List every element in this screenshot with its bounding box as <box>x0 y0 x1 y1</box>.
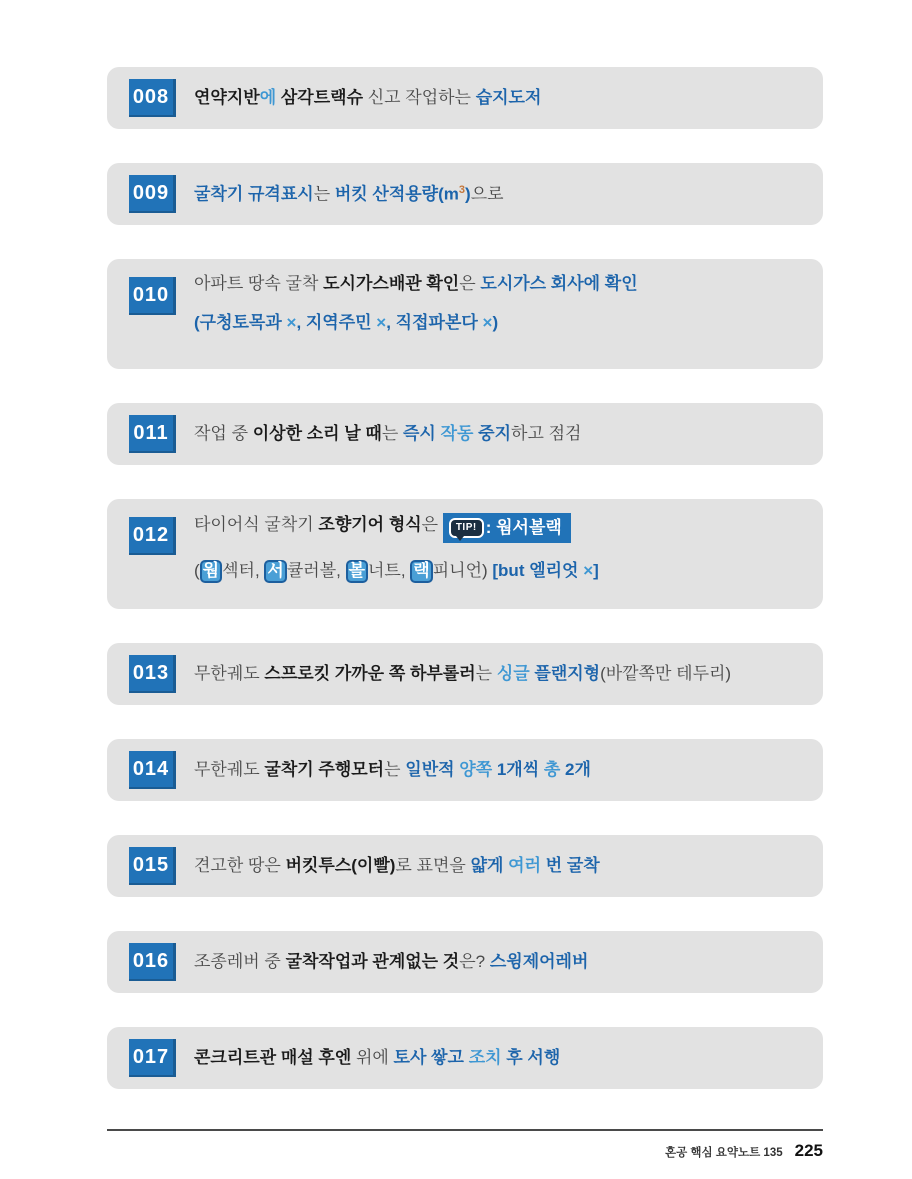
text-segment: 플랜지형 <box>534 663 601 683</box>
text-segment: 굴착기 규격표시 <box>194 184 314 204</box>
page-footer <box>107 1129 823 1161</box>
item-text <box>194 1047 560 1069</box>
text-segment: 습지도저 <box>475 87 542 107</box>
text-segment: 견고한 땅은 <box>194 855 286 875</box>
text-segment: 스프로킷 가까운 쪽 하부롤러 <box>264 663 476 683</box>
text-segment: 는 <box>475 663 497 683</box>
text-segment: 중지 <box>478 423 512 443</box>
text-segment: 토사 쌓고 <box>393 1047 469 1067</box>
item-number-badge: 010 <box>129 277 176 315</box>
item-text-line <box>194 560 599 583</box>
item-text-line <box>194 759 591 781</box>
note-card-015 <box>107 835 823 897</box>
item-number-badge: 011 <box>129 415 176 453</box>
text-segment: 은 <box>421 515 443 535</box>
page-number: 225 <box>794 1141 823 1160</box>
text-segment: 무한궤도 <box>194 759 265 779</box>
tip-text: : 웜서볼랙 <box>485 518 562 537</box>
text-segment: 굴착작업과 관계없는 것 <box>285 951 460 971</box>
text-segment: 이상한 소리 날 때 <box>252 423 382 443</box>
text-segment: 총 <box>543 759 566 779</box>
item-number-badge: 014 <box>129 751 176 789</box>
text-segment: 연약지반 <box>194 87 260 107</box>
text-segment: 으로 <box>470 184 504 204</box>
text-segment: 타이어식 굴착기 <box>194 515 319 535</box>
text-segment: 삼각트랙슈 <box>280 87 363 107</box>
text-segment: 는 <box>381 423 403 443</box>
text-segment: 조향기어 형식 <box>318 515 422 535</box>
text-segment: × <box>376 313 387 333</box>
item-number-badge: 015 <box>129 847 176 885</box>
item-text-line <box>194 312 638 334</box>
item-text-line <box>194 1047 560 1069</box>
item-text-line <box>194 951 588 973</box>
notes-page <box>107 67 823 1161</box>
text-segment: 작동 <box>440 423 479 443</box>
text-segment: 는 <box>384 759 406 779</box>
text-segment: 일반적 <box>405 759 460 779</box>
note-card-009 <box>107 163 823 225</box>
note-card-016 <box>107 931 823 993</box>
text-segment: , 직접파본다 <box>386 313 483 333</box>
text-segment: 도시가스 회사에 확인 <box>480 274 638 293</box>
item-number-badge: 017 <box>129 1039 176 1077</box>
text-segment: 얇게 <box>470 855 509 875</box>
item-text-line <box>194 87 541 109</box>
text-segment: 즉시 <box>403 423 441 443</box>
text-segment: (바깥쪽만 테두리) <box>600 663 732 683</box>
item-number-badge: 009 <box>129 175 176 213</box>
text-segment: 번 굴착 <box>545 855 600 875</box>
text-segment: × <box>583 561 594 581</box>
text-segment: ) <box>465 184 471 204</box>
text-segment: 굴착기 주행모터 <box>264 759 385 779</box>
text-segment: , 지역주민 <box>296 313 377 333</box>
note-card-013 <box>107 643 823 705</box>
text-segment: 콘크리트관 매설 후엔 <box>194 1047 352 1067</box>
text-segment: 랙 <box>410 560 432 583</box>
text-segment: 위에 <box>351 1047 394 1067</box>
note-card-010 <box>107 259 823 369</box>
note-card-012 <box>107 499 823 609</box>
text-segment: 은? <box>459 951 490 971</box>
item-text-line <box>194 423 581 445</box>
item-number-badge: 016 <box>129 943 176 981</box>
text-segment: 싱글 <box>496 663 535 683</box>
item-text-line <box>194 513 599 543</box>
item-text <box>194 759 591 781</box>
text-segment: 큘러볼, <box>286 561 346 581</box>
text-segment: 작업 중 <box>194 423 253 443</box>
text-segment: 스윙제어레버 <box>489 951 589 971</box>
text-segment: ( <box>194 561 200 581</box>
item-text <box>194 87 541 109</box>
note-card-011 <box>107 403 823 465</box>
text-segment: 버킷 산적용량(m <box>334 184 459 204</box>
text-segment: 조치 <box>468 1047 507 1067</box>
item-text-line <box>194 273 638 295</box>
note-card-014 <box>107 739 823 801</box>
notes-list <box>107 67 823 1089</box>
item-text-line <box>194 183 504 206</box>
text-segment: 볼 <box>346 560 368 583</box>
item-text <box>194 663 731 685</box>
text-segment: 로 표면을 <box>395 855 471 875</box>
text-segment: [but 엘리엇 <box>492 561 584 581</box>
item-text-line <box>194 663 731 685</box>
text-segment: 아파트 땅속 굴착 <box>194 274 324 293</box>
text-segment: 1개씩 <box>496 759 544 779</box>
tip-icon: TIP! <box>449 518 484 538</box>
text-segment: 는 <box>313 184 335 204</box>
text-segment: 후 서행 <box>506 1047 561 1067</box>
item-text <box>194 273 638 334</box>
text-segment: 서 <box>264 560 286 583</box>
note-card-008 <box>107 67 823 129</box>
text-segment: 버킷투스(이빨) <box>285 855 396 875</box>
tip-highlight <box>443 513 571 543</box>
item-text-line <box>194 855 600 877</box>
text-segment: 여러 <box>508 855 546 875</box>
item-number-badge: 013 <box>129 655 176 693</box>
text-segment: ) <box>492 313 499 333</box>
text-segment: 피니언) <box>432 561 493 581</box>
text-segment: 양쪽 <box>459 759 497 779</box>
item-number-badge: 012 <box>129 517 176 555</box>
note-card-017 <box>107 1027 823 1089</box>
text-segment: 조종레버 중 <box>194 951 286 971</box>
item-text <box>194 951 588 973</box>
text-segment: 무한궤도 <box>194 663 265 683</box>
item-text <box>194 513 599 583</box>
footer-label: 혼공 핵심 요약노트 135 <box>664 1147 783 1159</box>
text-segment: 은 <box>459 274 481 293</box>
text-segment: 웜 <box>200 560 222 583</box>
text-segment: (구청토목과 <box>194 313 287 333</box>
text-segment: × <box>482 313 493 333</box>
text-segment: 너트, <box>368 561 411 581</box>
item-text <box>194 423 581 445</box>
item-text <box>194 183 504 206</box>
text-segment: 신고 작업하는 <box>363 87 476 107</box>
text-segment: 2개 <box>565 759 591 779</box>
item-text <box>194 855 600 877</box>
text-segment: ] <box>593 561 599 581</box>
text-segment: × <box>286 313 297 333</box>
text-segment: 하고 점검 <box>511 423 582 443</box>
text-segment: 3 <box>458 183 466 196</box>
item-number-badge: 008 <box>129 79 176 117</box>
text-segment: 에 <box>259 87 277 107</box>
text-segment: 섹터, <box>222 561 265 581</box>
text-segment: 도시가스배관 확인 <box>323 274 460 293</box>
